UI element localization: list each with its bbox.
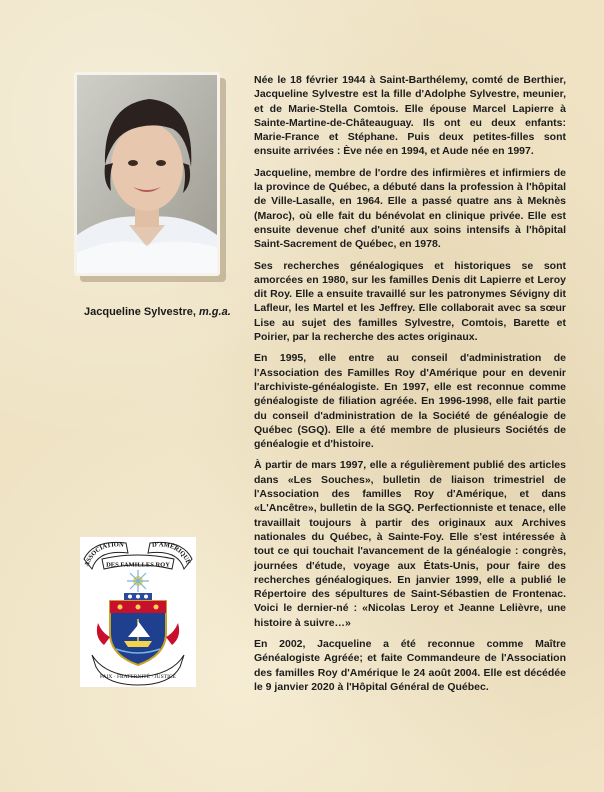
caption-name: Jacqueline Sylvestre, xyxy=(84,306,196,318)
biography-text xyxy=(254,73,566,701)
portrait-frame xyxy=(74,72,226,282)
coat-of-arms-icon xyxy=(80,537,196,687)
logo-right-ribbon: D'AMÉRIQUE xyxy=(151,541,192,566)
portrait-illustration xyxy=(77,75,217,273)
paragraph-birth: Née le 18 février 1944 à Saint-Barthélemy, comté de Berthier, Jacqueline Sylvestre est la fille d'Adolphe Sylvestre, meunier, et de Marie-Stella Comtois. Elle épouse Marcel Lapierre à Sainte-Martine-de-Châteauguay. Ils ont eu deux enfants: Marie-France et Stéphane. Puis deux petites-filles sont ensuite arrivées : Ève née en 1994, et Aude née en 1997. xyxy=(254,74,566,158)
paragraph-career: Jacqueline, membre de l'ordre des infirmières et infirmiers de la province de Québec, a débuté dans la profession à l'hôpital de Ville-Lasalle, en 1964. Elle a passé quatre ans à Meknès (Maroc), où elle fait du bénévolat en clinique privée. Elle est ensuite devenue chef d'unité aux soins intensifs à l'hôpital Saint-Sacrement de Québec, en 1978. xyxy=(254,166,566,251)
logo-left-ribbon: ASSOCIATION xyxy=(83,541,125,568)
portrait-caption xyxy=(84,306,244,318)
logo-center-ribbon: DES FAMILLES ROY xyxy=(106,561,170,569)
portrait-photo xyxy=(74,72,220,276)
association-logo xyxy=(80,537,196,687)
paragraph-publications: À partir de mars 1997, elle a régulièrement publié des articles dans «Les Souches», bulletin de liaison trimestriel de l'Association des familles Roy d'Amérique, et dans «L'Ancêtre», bulletin de la SGQ. Perfectionniste et tenace, elle travaillait toujours à partir des originaux aux Archives nationales du Québec, à Sainte-Foy. Elle s'est intéressée à tout ce qui touchait l'avancement de la généalogie : congrès, journées d'étude, voyage aux États-Unis, pour faire des recherches généalogiques. En janvier 1999, elle a publié le Répertoire des sépultures de Saint-Sébastien de Frontenac. Voici le dernier-né : «Nicolas Leroy et Jeanne Lelièvre, une histoire à suivre…» xyxy=(254,459,566,629)
paragraph-association: En 1995, elle entre au conseil d'administration de l'Association des Familles Roy d'Amérique pour en devenir l'archiviste-généalogiste. En 1997, elle est reconnue comme généalogiste de filiation agréée. En 1996-1998, elle fait partie du conseil d'administration de la Société de généalogie de Québec (SGQ). Elle a été membre de plusieurs Sociétés de généalogie et d'histoire. xyxy=(254,352,566,451)
caption-title: m.g.a. xyxy=(198,306,231,318)
paragraph-honours: En 2002, Jacqueline a été reconnue comme Maître Généalogiste Agréée; et faite Commandeure de l'Association des familles Roy d'Amérique le 24 août 2004. Elle est décédée le 9 janvier 2020 à l'Hôpital Général de Québec. xyxy=(254,637,566,693)
logo-bottom-ribbon: PAIX · FRATERNITÉ · JUSTICE xyxy=(100,674,176,680)
paragraph-research: Ses recherches généalogiques et historiques se sont amorcées en 1980, sur les familles Denis dit Lapierre et Leroy dit Roy. Elle a ensuite travaillé sur les patronymes Sévigny dit Lafleur, les Martel et les Jeffrey. Elle collaborait avec sa sœur Lise au sujet des familles Sylvestre, Comtois, Barette et Poirier, par la recherche des actes originaux. xyxy=(254,259,566,344)
